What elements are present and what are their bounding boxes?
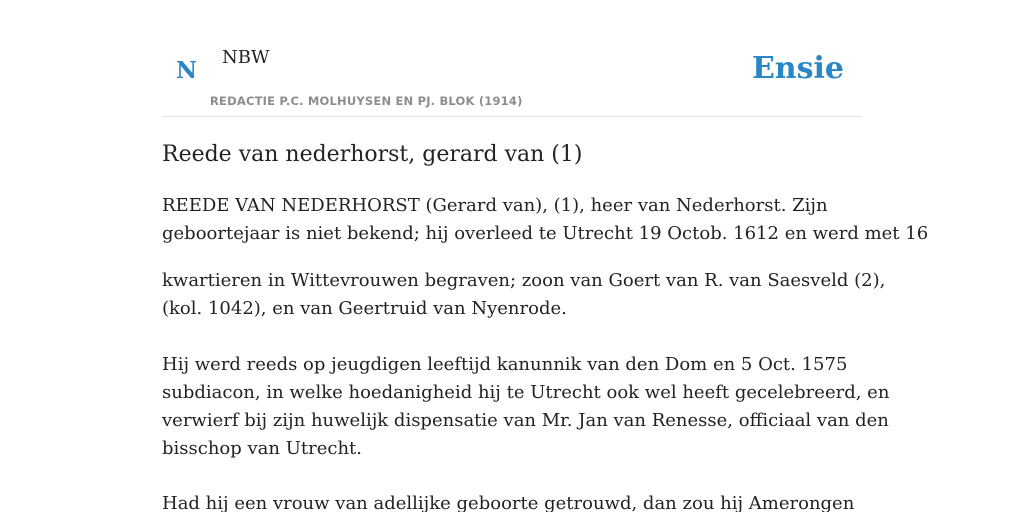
article-title: Reede van nederhorst, gerard van (1) xyxy=(162,142,583,167)
paragraph-line: Hij werd reeds op jeugdigen leeftijd kanunnik van den Dom en 5 Oct. 1575 xyxy=(162,354,848,375)
paragraph-line: subdiacon, in welke hoedanigheid hij te Utrecht ook wel heeft gecelebreerd, en xyxy=(162,382,890,403)
site-header xyxy=(162,0,862,117)
paragraph-line: kwartieren in Wittevrouwen begraven; zoon van Goert van R. van Saesveld (2), xyxy=(162,270,886,291)
source-logo[interactable]: N xyxy=(176,57,198,84)
source-editors: REDACTIE P.C. MOLHUYSEN EN PJ. BLOK (1914) xyxy=(210,94,523,108)
paragraph-line: Had hij een vrouw van adellijke geboorte getrouwd, dan zou hij Amerongen xyxy=(162,493,855,512)
paragraph-line: (kol. 1042), en van Geertruid van Nyenrode. xyxy=(162,298,567,319)
paragraph-line: REEDE VAN NEDERHORST (Gerard van), (1), heer van Nederhorst. Zijn xyxy=(162,195,828,216)
ensie-logo-link[interactable]: Ensie xyxy=(751,51,844,86)
article-paragraph-2 xyxy=(162,267,886,323)
article-paragraph-1 xyxy=(162,192,929,248)
paragraph-line: geboortejaar is niet bekend; hij overleed te Utrecht 19 Octob. 1612 en werd met 16 xyxy=(162,223,929,244)
paragraph-line: bisschop van Utrecht. xyxy=(162,438,363,459)
article-paragraph-3 xyxy=(162,351,890,463)
article-paragraph-4 xyxy=(162,490,872,512)
source-name[interactable]: NBW xyxy=(222,47,270,68)
paragraph-line: verwierf bij zijn huwelijk dispensatie van Mr. Jan van Renesse, officiaal van den xyxy=(162,410,889,431)
